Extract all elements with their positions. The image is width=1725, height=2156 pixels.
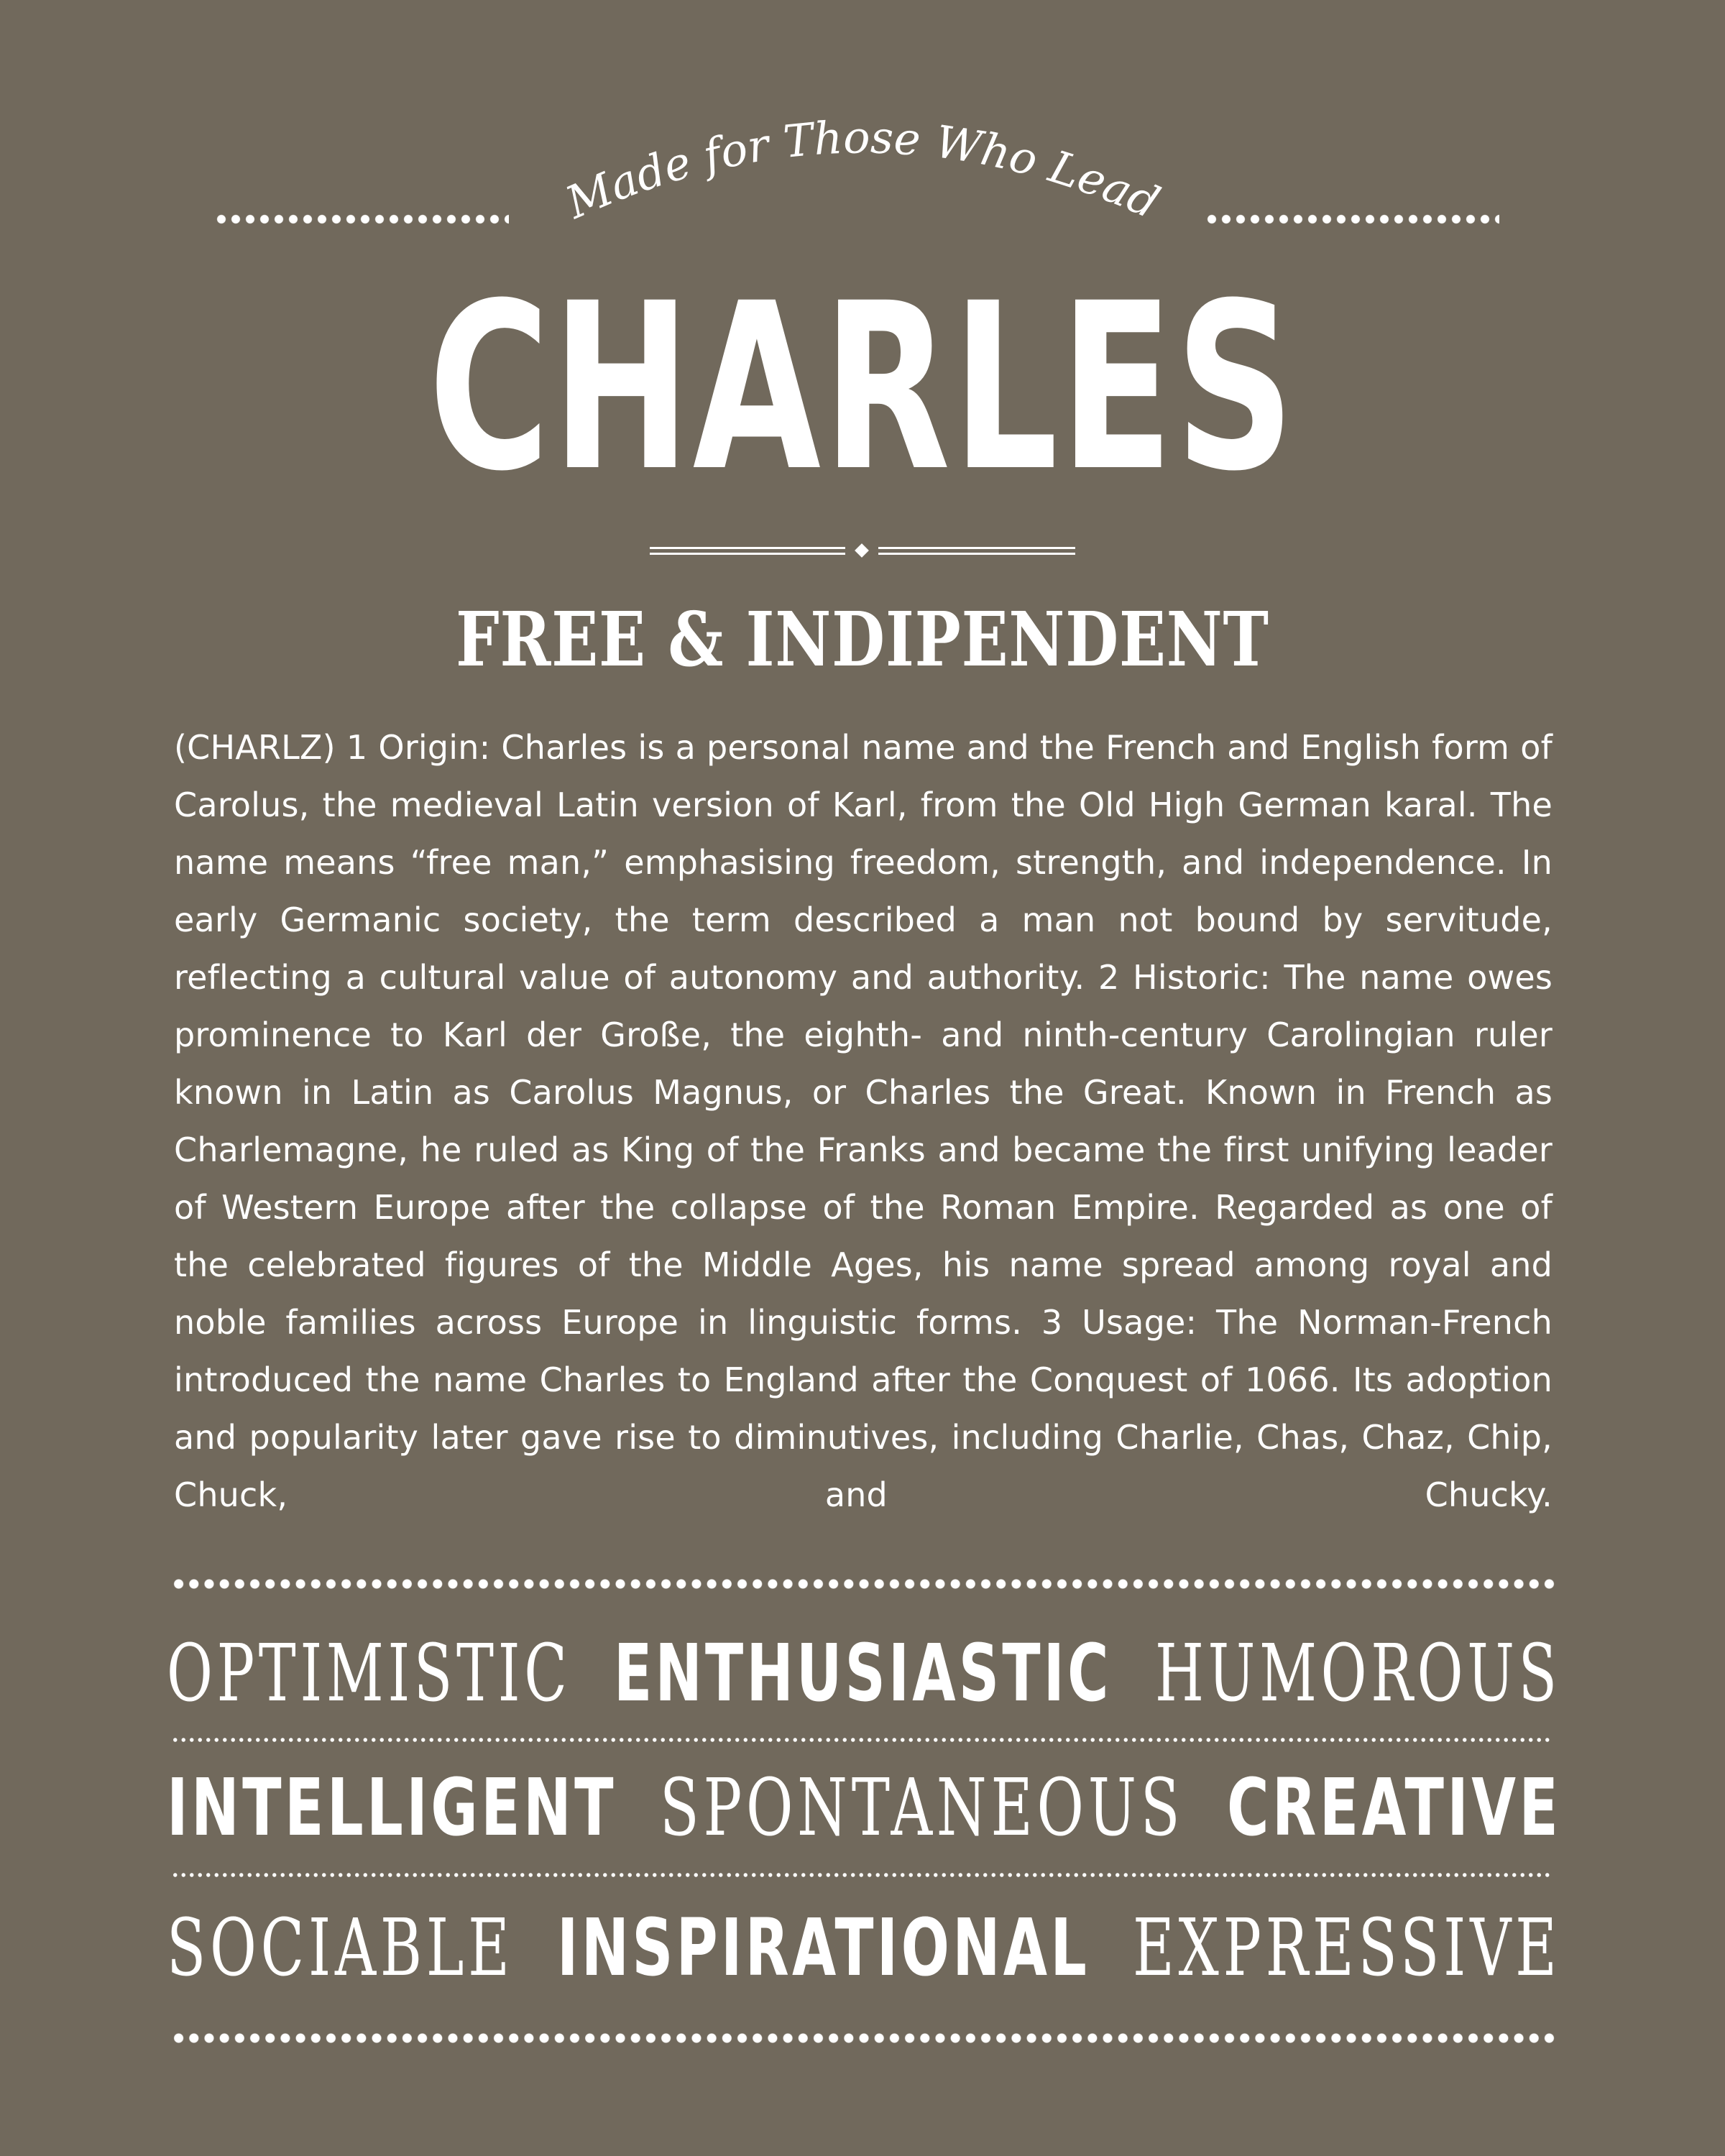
trait-row-1 (167, 1627, 1561, 1719)
trait-word: SPONTANEOUS (660, 1761, 1184, 1853)
tagline (0, 0, 1725, 259)
trait-word: ENTHUSIASTIC (614, 1627, 1112, 1719)
dotted-rule-bottom (171, 2032, 1558, 2044)
diamond-icon (855, 543, 869, 558)
trait-word: INTELLIGENT (167, 1761, 617, 1853)
ornament-divider (650, 540, 1075, 563)
name-heading: CHARLES (428, 254, 1297, 522)
tagline-text: Made for Those Who Lead (558, 111, 1167, 229)
trait-word: SOCIABLE (167, 1902, 514, 1994)
dotted-rule-thin (171, 1873, 1552, 1877)
trait-word: EXPRESSIVE (1133, 1902, 1561, 1994)
trait-word: CREATIVE (1227, 1761, 1562, 1853)
trait-row-3 (167, 1902, 1561, 1994)
trait-word: OPTIMISTIC (167, 1627, 571, 1719)
subtitle: FREE & INDIPENDENT (456, 595, 1269, 683)
trait-word: INSPIRATIONAL (556, 1902, 1090, 1994)
dotted-rule-thin (171, 1738, 1552, 1742)
description-paragraph: (CHARLZ) 1 Origin: Charles is a personal name and the French and English form of Carolus, the medieval Latin version of Karl, from the Old High German karal. The name means “free man,” emphasising freedom, strength, and independence. In early Germanic society, the term described a man not bound by servitude, reflecting a cultural value of autonomy and authority. 2 Historic: The name owes prominence to Karl der Große, the eighth- and ninth-century Carolingian ruler known in Latin as Carolus Magnus, or Charles the Great. Known in French as Charlemagne, he ruled as King of the Franks and became the first unifying leader of Western Europe after the collapse of the Roman Empire. Regarded as one of the celebrated figures of the Middle Ages, his name spread among royal and noble families across Europe in linguistic forms. 3 Usage: The Norman-French introduced the name Charles to England after the Conquest of 1066. Its adoption and popularity later gave rise to diminutives, including Charlie, Chas, Chaz, Chip, Chuck, and Chucky. (174, 728, 1552, 1514)
trait-word: HUMOROUS (1154, 1627, 1561, 1719)
trait-row-2 (167, 1761, 1562, 1853)
dotted-rule-top (171, 1578, 1558, 1590)
